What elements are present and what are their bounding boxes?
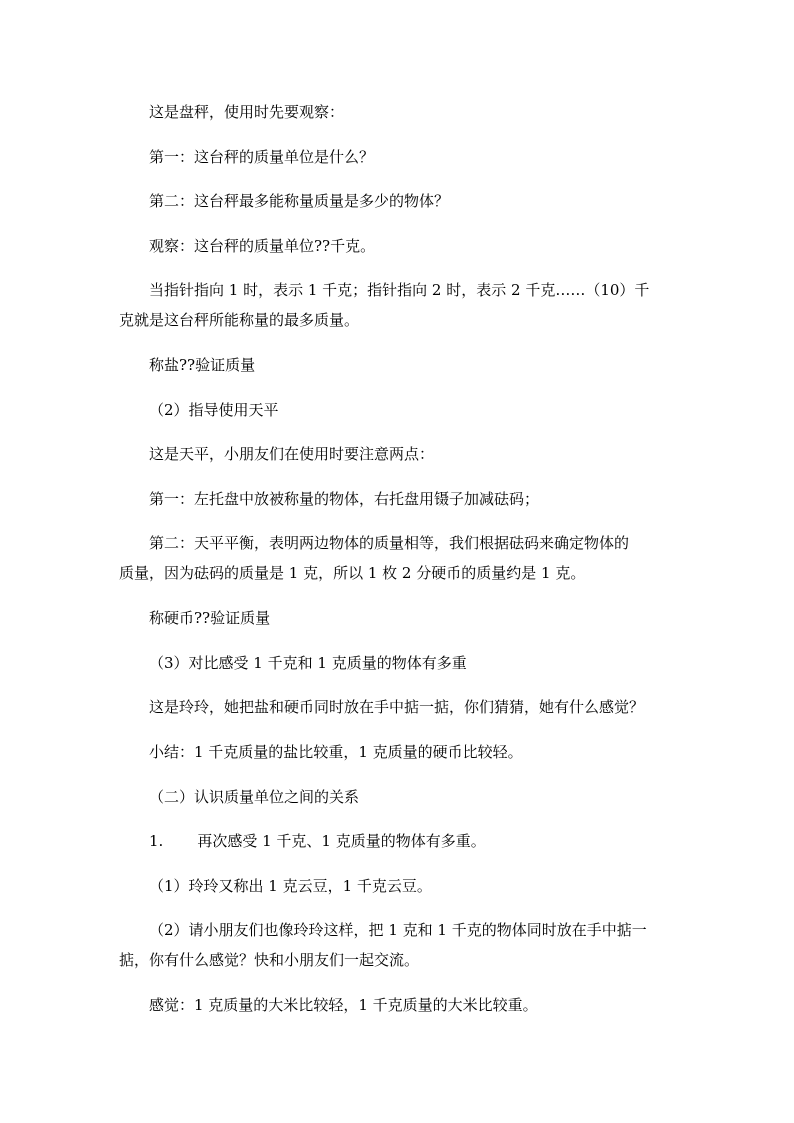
paragraph-18-line-1: （2）请小朋友们也像玲玲这样，把 1 克和 1 千克的物体同时放在手中掂一 bbox=[149, 921, 647, 939]
paragraph-9: 第一：左托盘中放被称量的物体，右托盘用镊子加减砝码； bbox=[149, 490, 540, 508]
paragraph-18 bbox=[119, 915, 682, 975]
paragraph-3: 第二：这台秤最多能称量质量是多少的物体？ bbox=[149, 192, 450, 210]
paragraph-2: 第一：这台秤的质量单位是什么？ bbox=[149, 148, 375, 166]
list-number: 1. bbox=[149, 832, 164, 850]
paragraph-7: （2）指导使用天平 bbox=[149, 401, 279, 419]
paragraph-10 bbox=[119, 528, 682, 588]
paragraph-17: （1）玲玲又称出 1 克云豆，1 千克云豆。 bbox=[149, 877, 432, 895]
paragraph-19: 感觉：1 克质量的大米比较轻，1 千克质量的大米比较重。 bbox=[149, 996, 538, 1014]
paragraph-6: 称盐??验证质量 bbox=[149, 356, 256, 374]
paragraph-14: 小结：1 千克质量的盐比较重，1 克质量的硬币比较轻。 bbox=[149, 743, 523, 761]
paragraph-8: 这是天平，小朋友们在使用时要注意两点： bbox=[149, 445, 435, 463]
paragraph-12: （3）对比感受 1 千克和 1 克质量的物体有多重 bbox=[149, 654, 467, 672]
paragraph-1: 这是盘秤，使用时先要观察： bbox=[149, 103, 345, 121]
paragraph-15: （二）认识质量单位之间的关系 bbox=[149, 788, 360, 806]
paragraph-13: 这是玲玲，她把盐和硬币同时放在手中掂一掂，你们猜猜，她有什么感觉？ bbox=[149, 698, 645, 716]
paragraph-5-line-1: 当指针指向 1 时，表示 1 千克；指针指向 2 时，表示 2 千克……（10）千 bbox=[149, 281, 650, 299]
paragraph-4: 观察：这台秤的质量单位??千克。 bbox=[149, 237, 376, 255]
paragraph-11: 称硬币??验证质量 bbox=[149, 609, 271, 627]
paragraph-18-line-2: 掂，你有什么感觉？快和小朋友们一起交流。 bbox=[119, 951, 420, 969]
paragraph-10-line-1: 第二：天平平衡，表明两边物体的质量相等，我们根据砝码来确定物体的 bbox=[149, 534, 630, 552]
paragraph-10-line-2: 质量，因为砝码的质量是 1 克，所以 1 枚 2 分硬币的质量约是 1 克。 bbox=[119, 564, 586, 582]
paragraph-16 bbox=[119, 826, 712, 856]
paragraph-5 bbox=[119, 275, 682, 335]
paragraph-5-line-2: 克就是这台秤所能称量的最多质量。 bbox=[119, 311, 360, 329]
list-item-text: 再次感受 1 千克、1 克质量的物体有多重。 bbox=[197, 832, 486, 850]
